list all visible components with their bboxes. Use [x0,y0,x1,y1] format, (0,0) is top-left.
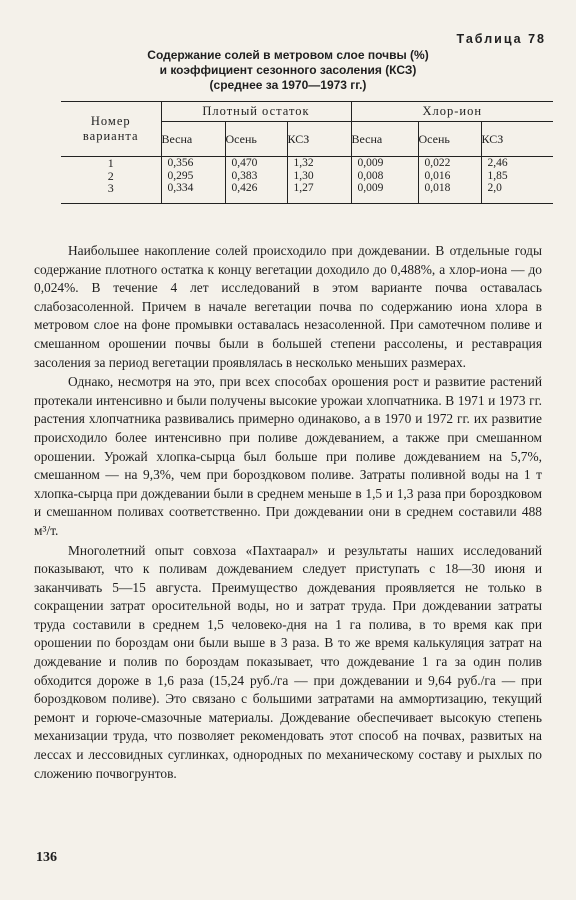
variant-number: 1 [107,156,114,170]
value: 0,426 [231,182,258,194]
row-header-line: варианта [82,129,139,143]
column-header: Весна [161,122,225,157]
paragraph: Однако, несмотря на это, при всех способах орошения рост и развитие растений протекали интенсивно и были получены высокие урожаи хлопчатника. В 1971 и 1973 гг. растения хлопчатника развивались примерно одинаково, а в 1970 и 1972 гг. их развитие происходило более интенсивно при поливе дождеванием, а также при смешанном орошении. Урожай хлопка-сырца был больше при поливе дождеванием на 5,7%, смешанном — на 9,3%, чем при бороздковом поливе. Затраты поливной воды на 1 т хлопка-сырца при дождевании были в среднем меньше в 1,5 и 1,3 раза при бороздковом и смешанном поливах соответственно. При дождевании они в среднем составили 488 м³/т. [34,374,542,538]
value-cell [351,157,418,204]
value: 0,022 [424,157,451,169]
value-cell [287,157,351,204]
row-header-line: Номер [90,114,131,128]
value: 0,018 [424,182,451,194]
value: 0,009 [357,157,384,169]
caption-line: (среднее за 1970—1973 гг.) [209,78,367,92]
value: 1,30 [293,169,314,182]
column-header: Весна [351,122,418,157]
column-header: КСЗ [287,122,351,157]
variant-number: 3 [107,181,114,195]
value-cell [161,157,225,204]
paragraph: Наибольшее накопление солей происходило при дождевании. В отдельные годы содержание плотного остатка к концу вегетации доходило до 0,488%, а хлор-иона — до 0,024%. В течение 4 лет исследований в этом варианте почва оставалась слабозасоленной. Причем в начале вегетации почва по содержанию иона хлора в метровом слое на фоне промывки оставалась незасоленной. При самотечном поливе и смешанном орошении почвы были в большей степени рассолены, и реставрация засоления за период вегетации проявлялась в несколько меньших размерах. [34,243,542,370]
value: 1,32 [293,157,314,169]
row-header [61,102,161,157]
column-header: Осень [225,122,287,157]
value: 0,295 [167,169,194,182]
value-cell [418,157,481,204]
page-number: 136 [36,850,57,865]
group-header-dry-residue: Плотный остаток [161,102,351,122]
value: 0,470 [231,157,258,169]
caption-line: и коэффициент сезонного засоления (КСЗ) [159,63,417,77]
value: 1,85 [487,169,508,182]
variant-cell [61,157,161,204]
column-header: КСЗ [481,122,553,157]
table-body [61,157,553,204]
table-caption [0,48,576,93]
value-cell [481,157,553,204]
value: 2,0 [487,182,502,194]
caption-line: Содержание солей в метровом слое почвы (%) [147,48,429,62]
body-text [34,242,542,783]
value-cell [225,157,287,204]
value: 0,008 [357,169,384,182]
value: 0,383 [231,169,258,182]
column-header: Осень [418,122,481,157]
salt-content-table [61,101,553,204]
group-header-chloride: Хлор-ион [351,102,553,122]
variant-number: 2 [107,168,114,183]
value: 0,356 [167,157,194,169]
value: 0,334 [167,182,194,194]
value: 2,46 [487,157,508,169]
table-number: Таблица 78 [456,32,546,46]
paragraph: Многолетний опыт совхоза «Пахтаарал» и результаты наших исследований показывают, что к поливам дождеванием следует приступать с 18—30 июня и заканчивать 5—15 августа. Преимущество дождевания проявляется не только в сокращении затрат оросительной воды, но и затрат труда. При дождевании затраты труда составили в среднем 1,5 человеко-дня на 1 га полива, в то время как при орошении по бороздам они были выше в 3 раза. В то же время калькуляция затрат на дождевание и полив по бороздам показывает, что дождевание 1 га за один полив обходится дороже в 1,6 раза (15,24 руб./га — при дождевании и 9,64 руб./га — при бороздковом поливе). Это связано с большими затратами на аммортизацию, текущий ремонт и горюче-смазочные материалы. Дождевание обеспечивает высокую степень механизации труда, что позволяет рекомендовать этот способ на почвах, развитых на лессах и лессовидных суглинках, однородных по механическому составу и рыхлых по сложению почвогрунтов. [34,542,542,781]
value: 1,27 [293,182,314,194]
value: 0,016 [424,169,451,182]
value: 0,009 [357,182,384,194]
